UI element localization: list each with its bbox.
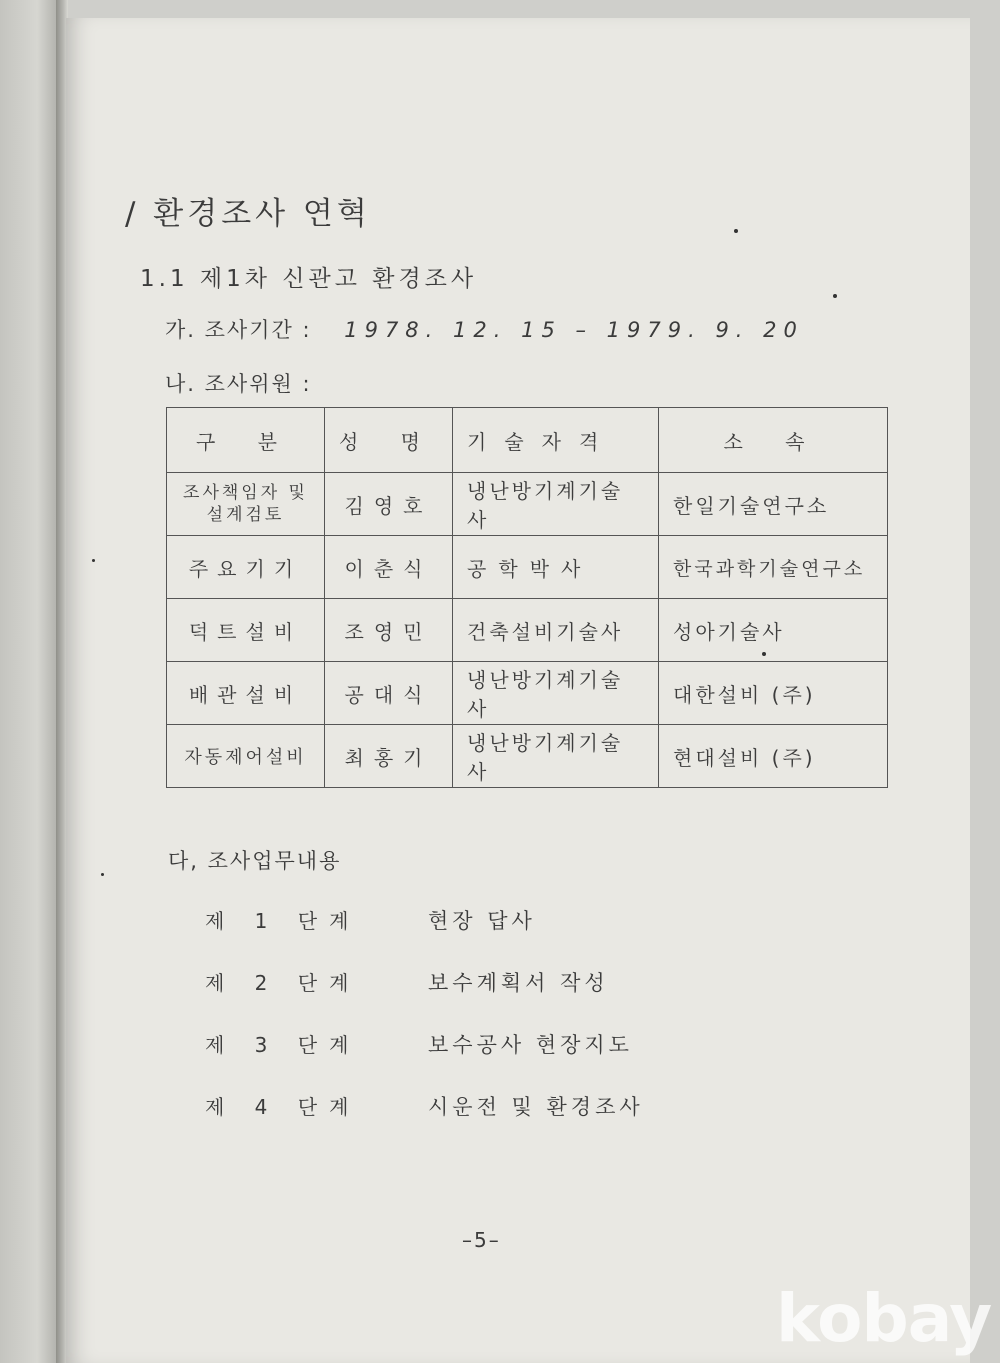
table-cell: 조사책임자 및 설계검토: [167, 473, 325, 536]
survey-period-label: 가. 조사기간 :: [165, 318, 312, 342]
header-cell: 구 분: [167, 408, 325, 473]
step-label: 제 1 단계: [205, 909, 361, 933]
header-cell: 소 속: [659, 408, 888, 473]
table-cell: 한국과학기술연구소: [659, 536, 888, 599]
tasks-label: 다, 조사업무내용: [168, 849, 342, 873]
table-cell: 건축설비기술사: [453, 599, 659, 662]
table-cell: 대한설비 (주): [659, 662, 888, 725]
survey-period: [165, 314, 804, 344]
table-cell: 덕트설비: [167, 599, 325, 662]
step-description: 현장 답사: [428, 909, 536, 933]
table-row: [167, 662, 888, 725]
table-cell: 냉난방기계기술사: [453, 725, 659, 788]
table-cell: 조영민: [325, 599, 453, 662]
subsection-title: 1.1 제1차 신관고 환경조사: [140, 266, 478, 292]
facing-page-edge: [0, 0, 62, 1363]
table-row: [167, 473, 888, 536]
table-cell: 김영호: [325, 473, 453, 536]
step-description: 시운전 및 환경조사: [428, 1095, 644, 1119]
members-label: 나. 조사위원 :: [165, 372, 312, 396]
header-cell: 성 명: [325, 408, 453, 473]
table-cell: 한일기술연구소: [659, 473, 888, 536]
ink-speck: [101, 873, 104, 876]
table-cell: 주요기기: [167, 536, 325, 599]
table-cell: 자동제어설비: [167, 725, 325, 788]
ink-speck: [762, 652, 766, 656]
step-description: 보수계획서 작성: [428, 971, 609, 995]
step-description: 보수공사 현장지도: [428, 1033, 633, 1057]
table-cell: 공대식: [325, 662, 453, 725]
table-cell: 냉난방기계기술사: [453, 662, 659, 725]
table-cell: 이춘식: [325, 536, 453, 599]
table-cell: 배관설비: [167, 662, 325, 725]
table-cell: 현대설비 (주): [659, 725, 888, 788]
table-row: [167, 536, 888, 599]
step-label: 제 4 단계: [205, 1095, 361, 1119]
staff-table: [166, 407, 888, 788]
table-cell: 냉난방기계기술사: [453, 473, 659, 536]
table-cell: 공학박사: [453, 536, 659, 599]
table-cell: 최홍기: [325, 725, 453, 788]
header-cell: 기술자격: [453, 408, 659, 473]
table-row: [167, 725, 888, 788]
watermark-logo: kobay: [776, 1280, 992, 1357]
table-cell: 성아기술사: [659, 599, 888, 662]
table-row: [167, 599, 888, 662]
ink-speck: [734, 229, 738, 233]
ink-speck: [833, 294, 837, 298]
table-header-row: [167, 408, 888, 473]
step-label: 제 3 단계: [205, 1033, 361, 1057]
section-title: / 환경조사 연혁: [125, 196, 371, 232]
page-number: –5–: [462, 1228, 501, 1252]
survey-period-value: 1978. 12. 15 – 1979. 9. 20: [344, 318, 804, 342]
ink-speck: [92, 559, 95, 562]
step-label: 제 2 단계: [205, 971, 361, 995]
